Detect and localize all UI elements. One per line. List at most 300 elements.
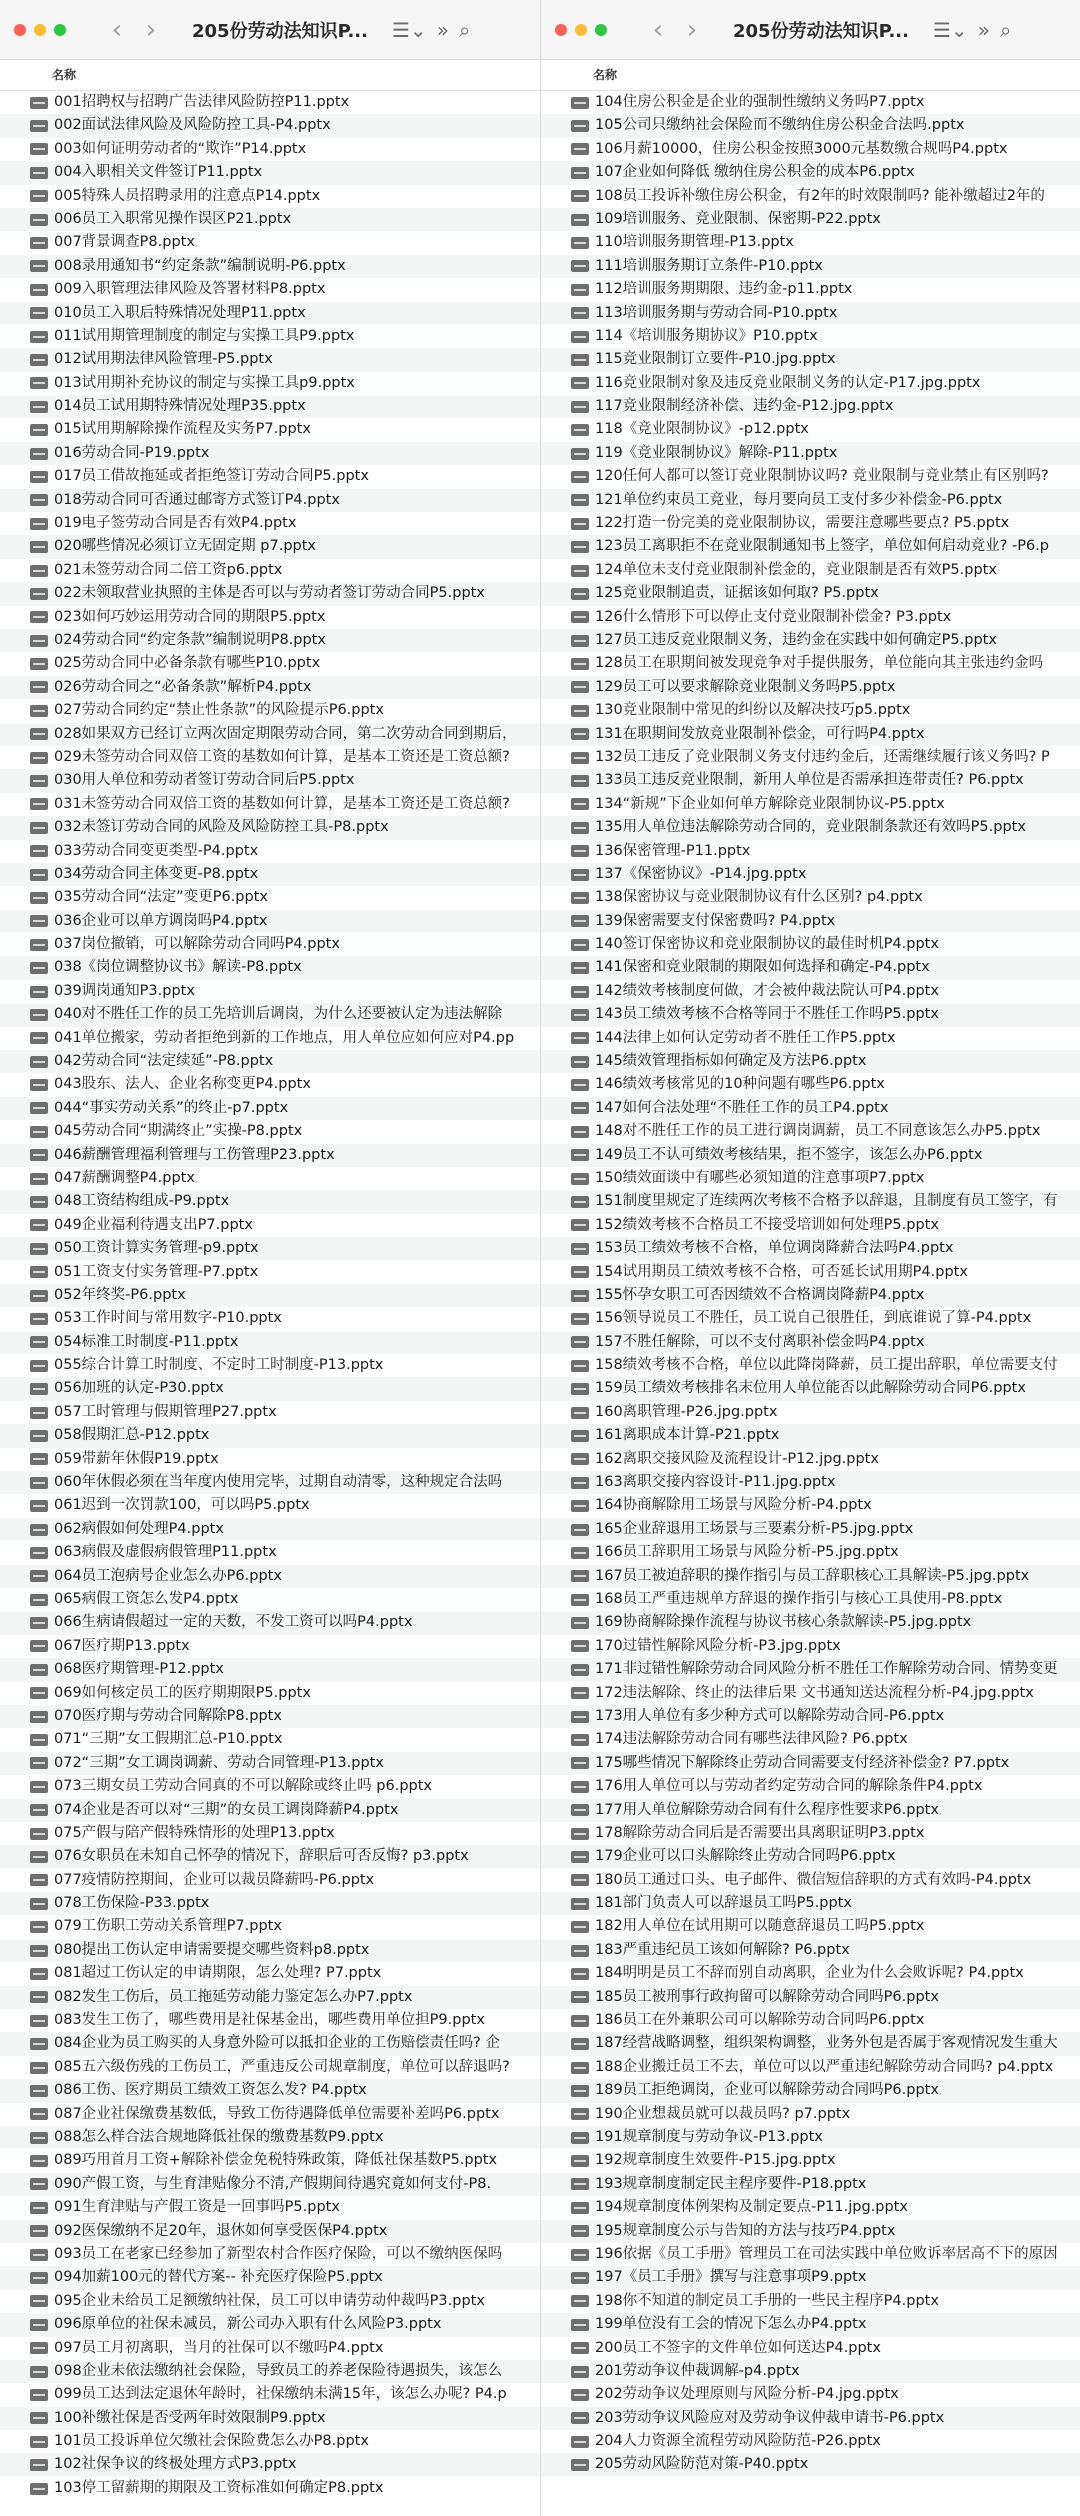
file-row[interactable] (541, 1120, 1080, 1143)
document-file-icon (571, 798, 589, 810)
document-file-icon (571, 120, 589, 132)
file-row[interactable] (541, 2032, 1080, 2055)
file-row[interactable] (0, 1588, 540, 1611)
file-row[interactable] (0, 1845, 540, 1868)
file-row[interactable] (0, 535, 540, 558)
document-file-icon (571, 915, 589, 927)
file-row[interactable] (0, 1401, 540, 1424)
file-row[interactable] (541, 2149, 1080, 2172)
file-row[interactable] (0, 2243, 540, 2266)
file-row[interactable] (541, 1237, 1080, 1260)
file-row[interactable] (541, 2126, 1080, 2149)
file-row[interactable] (0, 2009, 540, 2032)
file-row[interactable] (541, 2243, 1080, 2266)
file-row[interactable] (541, 676, 1080, 699)
file-name: 131在职期间发放竞业限制补偿金，可行吗P4.pptx (595, 725, 925, 742)
file-row[interactable] (0, 1775, 540, 1798)
back-button[interactable]: ‹ (111, 14, 123, 45)
file-row[interactable] (0, 1986, 540, 2009)
document-file-icon (30, 728, 48, 740)
file-row[interactable] (0, 1167, 540, 1190)
file-name: 109培训服务、竞业限制、保密期-P22.pptx (595, 210, 881, 227)
file-row[interactable] (0, 980, 540, 1003)
file-row[interactable] (541, 1214, 1080, 1237)
file-row[interactable] (0, 1050, 540, 1073)
file-row[interactable] (541, 1284, 1080, 1307)
file-row[interactable] (541, 2220, 1080, 2243)
file-row[interactable] (541, 1892, 1080, 1915)
document-file-icon (30, 869, 48, 881)
file-row[interactable] (541, 1962, 1080, 1985)
file-name: 050工资计算实务管理-p9.pptx (54, 1240, 259, 1257)
file-row[interactable] (0, 1869, 540, 1892)
file-row[interactable] (541, 1354, 1080, 1377)
file-row[interactable] (541, 1775, 1080, 1798)
file-row[interactable] (0, 1190, 540, 1213)
file-name: 114《培训服务期协议》P10.pptx (595, 327, 818, 344)
file-row[interactable] (0, 1377, 540, 1400)
minimize-window-button[interactable] (575, 24, 587, 36)
file-row[interactable] (541, 2430, 1080, 2453)
file-name: 064员工泡病号企业怎么办P6.pptx (54, 1567, 282, 1584)
document-file-icon (30, 2319, 48, 2331)
file-row[interactable] (541, 746, 1080, 769)
file-row[interactable] (0, 278, 540, 301)
file-name: 179企业可以口头解除终止劳动合同吗P6.pptx (595, 1848, 896, 1865)
more-toolbar-icon[interactable]: » (436, 17, 449, 42)
file-row[interactable] (541, 2453, 1080, 2476)
file-row[interactable] (541, 1167, 1080, 1190)
file-row[interactable] (0, 1541, 540, 1564)
file-row[interactable] (541, 1658, 1080, 1681)
file-row[interactable] (0, 1728, 540, 1751)
file-row[interactable] (0, 582, 540, 605)
file-row[interactable] (0, 1799, 540, 1822)
file-row[interactable] (0, 512, 540, 535)
file-row[interactable] (0, 2126, 540, 2149)
file-row[interactable] (541, 1494, 1080, 1517)
file-row[interactable] (0, 442, 540, 465)
file-row[interactable] (0, 489, 540, 512)
file-name: 097员工月初离职，当月的社保可以不缴吗P4.pptx (54, 2339, 384, 2356)
document-file-icon (30, 1219, 48, 1231)
document-file-icon (30, 1149, 48, 1161)
file-row[interactable] (0, 325, 540, 348)
file-row[interactable] (0, 699, 540, 722)
file-row[interactable] (0, 1565, 540, 1588)
file-row[interactable] (541, 208, 1080, 231)
file-row[interactable] (541, 1331, 1080, 1354)
file-row[interactable] (541, 1424, 1080, 1447)
zoom-window-button[interactable] (595, 24, 607, 36)
document-file-icon (571, 1453, 589, 1465)
file-row[interactable] (0, 2149, 540, 2172)
file-row[interactable] (541, 2383, 1080, 2406)
document-file-icon (571, 1734, 589, 1746)
file-row[interactable] (0, 2220, 540, 2243)
file-row[interactable] (541, 1541, 1080, 1564)
file-name: 164协商解除用工场景与风险分析-P4.pptx (595, 1497, 872, 1514)
file-row[interactable] (541, 372, 1080, 395)
document-file-icon (30, 2459, 48, 2471)
file-row[interactable] (541, 1565, 1080, 1588)
file-row[interactable] (0, 863, 540, 886)
document-file-icon (571, 1781, 589, 1793)
file-row[interactable] (541, 933, 1080, 956)
file-name: 038《岗位调整协议书》解读-P8.pptx (54, 959, 302, 976)
file-row[interactable] (0, 1682, 540, 1705)
document-file-icon (571, 377, 589, 389)
document-file-icon (30, 471, 48, 483)
file-name: 010员工入职后特殊情况处理P11.pptx (54, 304, 306, 321)
file-name: 057工时管理与假期管理P27.pptx (54, 1403, 277, 1420)
file-row[interactable] (541, 442, 1080, 465)
file-row[interactable] (541, 886, 1080, 909)
file-row[interactable] (0, 2477, 540, 2500)
file-row[interactable] (0, 208, 540, 231)
document-file-icon (571, 2366, 589, 2378)
file-row[interactable] (0, 1611, 540, 1634)
document-file-icon (30, 97, 48, 109)
file-row[interactable] (541, 1261, 1080, 1284)
file-row[interactable] (0, 2290, 540, 2313)
file-row[interactable] (541, 1144, 1080, 1167)
file-row[interactable] (0, 746, 540, 769)
document-file-icon (571, 658, 589, 670)
file-row[interactable] (0, 1494, 540, 1517)
file-row[interactable] (0, 652, 540, 675)
file-name: 047薪酬调整P4.pptx (54, 1169, 195, 1186)
document-file-icon (30, 1664, 48, 1676)
file-row[interactable] (0, 2103, 540, 2126)
document-file-icon (30, 518, 48, 530)
file-row[interactable] (0, 840, 540, 863)
file-row[interactable] (541, 1611, 1080, 1634)
document-file-icon (571, 1009, 589, 1021)
file-row[interactable] (0, 2173, 540, 2196)
file-row[interactable] (541, 2290, 1080, 2313)
file-row[interactable] (541, 1799, 1080, 1822)
file-row[interactable] (0, 138, 540, 161)
file-row[interactable] (0, 793, 540, 816)
file-row[interactable] (0, 348, 540, 371)
file-row[interactable] (541, 1401, 1080, 1424)
file-row[interactable] (0, 910, 540, 933)
file-row[interactable] (541, 652, 1080, 675)
file-row[interactable] (541, 489, 1080, 512)
file-name: 061迟到一次罚款100，可以吗P5.pptx (54, 1497, 310, 1514)
file-row[interactable] (0, 372, 540, 395)
document-file-icon (571, 681, 589, 693)
file-row[interactable] (0, 1284, 540, 1307)
file-row[interactable] (0, 395, 540, 418)
file-name: 203劳动争议风险应对及劳动争议仲裁申请书-P6.pptx (595, 2409, 945, 2426)
file-row[interactable] (0, 1003, 540, 1026)
file-name: 070医疗期与劳动合同解除P8.pptx (54, 1707, 282, 1724)
file-row[interactable] (0, 2266, 540, 2289)
document-file-icon (30, 681, 48, 693)
file-row[interactable] (0, 231, 540, 254)
file-row[interactable] (0, 1073, 540, 1096)
file-row[interactable] (541, 1097, 1080, 1120)
file-row[interactable] (541, 2173, 1080, 2196)
file-row[interactable] (0, 1214, 540, 1237)
document-file-icon (571, 1711, 589, 1723)
file-row[interactable] (0, 1822, 540, 1845)
file-row[interactable] (541, 325, 1080, 348)
document-file-icon (30, 2015, 48, 2027)
file-row[interactable] (0, 185, 540, 208)
file-name: 188企业搬迁员工不去，单位可以以严重违纪解除劳动合同吗? p4.pptx (595, 2058, 1054, 2075)
document-file-icon (30, 1500, 48, 1512)
file-row[interactable] (0, 886, 540, 909)
file-row[interactable] (541, 559, 1080, 582)
file-row[interactable] (541, 1752, 1080, 1775)
file-row[interactable] (0, 723, 540, 746)
file-row[interactable] (541, 161, 1080, 184)
file-name: 001招聘权与招聘广告法律风险防控P11.pptx (54, 94, 350, 110)
file-row[interactable] (541, 2103, 1080, 2126)
file-row[interactable] (541, 1050, 1080, 1073)
file-row[interactable] (541, 2266, 1080, 2289)
file-row[interactable] (541, 185, 1080, 208)
file-row[interactable] (541, 278, 1080, 301)
file-row[interactable] (541, 1448, 1080, 1471)
file-row[interactable] (0, 816, 540, 839)
file-row[interactable] (541, 302, 1080, 325)
file-row[interactable] (0, 956, 540, 979)
file-name: 167员工被迫辞职的操作指引与员工辞职核心工具解读-P5.jpg.pptx (595, 1567, 1030, 1584)
file-row[interactable] (541, 723, 1080, 746)
minimize-window-button[interactable] (34, 24, 46, 36)
file-row[interactable] (541, 956, 1080, 979)
file-row[interactable] (0, 161, 540, 184)
file-row[interactable] (541, 395, 1080, 418)
file-row[interactable] (0, 2360, 540, 2383)
file-row[interactable] (541, 1588, 1080, 1611)
file-name: 076女职员在未知自己怀孕的情况下，辞职后可否反悔? p3.pptx (54, 1848, 469, 1865)
file-row[interactable] (0, 1448, 540, 1471)
document-file-icon (30, 2342, 48, 2354)
file-row[interactable] (0, 933, 540, 956)
file-row[interactable] (541, 606, 1080, 629)
file-row[interactable] (0, 1237, 540, 1260)
file-name: 162离职交接风险及流程设计-P12.jpg.pptx (595, 1450, 879, 1467)
document-file-icon (30, 120, 48, 132)
file-name: 194规章制度体例架构及制定要点-P11.jpg.pptx (595, 2199, 908, 2216)
column-header-name[interactable]: 名称 (541, 60, 1080, 91)
file-row[interactable] (0, 2032, 540, 2055)
file-name: 083发生工伤了，哪些费用是社保基金出，哪些费用单位担P9.pptx (54, 2012, 485, 2029)
document-file-icon (571, 1664, 589, 1676)
document-file-icon (571, 2085, 589, 2097)
file-row[interactable] (0, 2337, 540, 2360)
file-row[interactable] (541, 629, 1080, 652)
forward-button[interactable]: › (686, 14, 698, 45)
file-name: 204人力资源全流程劳动风险防范-P26.pptx (595, 2433, 881, 2450)
list-view-icon[interactable]: ☰⌄ (933, 17, 968, 42)
file-row[interactable] (541, 1822, 1080, 1845)
file-row[interactable] (541, 2079, 1080, 2102)
file-name: 071“三期”女工假期汇总-P10.pptx (54, 1731, 283, 1748)
file-row[interactable] (0, 2430, 540, 2453)
file-row[interactable] (541, 2360, 1080, 2383)
file-row[interactable] (541, 1377, 1080, 1400)
file-row[interactable] (0, 559, 540, 582)
file-row[interactable] (541, 91, 1080, 114)
file-row[interactable] (0, 629, 540, 652)
file-row[interactable] (541, 2009, 1080, 2032)
file-name: 140签订保密协议和竞业限制协议的最佳时机P4.pptx (595, 936, 939, 953)
file-row[interactable] (541, 231, 1080, 254)
list-view-icon[interactable]: ☰⌄ (392, 17, 427, 42)
file-row[interactable] (0, 1471, 540, 1494)
file-row[interactable] (541, 1518, 1080, 1541)
file-row[interactable] (541, 2313, 1080, 2336)
file-row[interactable] (541, 1728, 1080, 1751)
file-row[interactable] (541, 138, 1080, 161)
file-row[interactable] (0, 676, 540, 699)
file-row[interactable] (541, 863, 1080, 886)
file-row[interactable] (0, 1939, 540, 1962)
document-file-icon (571, 1968, 589, 1980)
file-row[interactable] (0, 2383, 540, 2406)
file-row[interactable] (541, 255, 1080, 278)
file-row[interactable] (0, 606, 540, 629)
file-row[interactable] (541, 1635, 1080, 1658)
file-name: 030用人单位和劳动者签订劳动合同后P5.pptx (54, 772, 355, 789)
file-row[interactable] (0, 1354, 540, 1377)
file-row[interactable] (541, 512, 1080, 535)
file-row[interactable] (0, 2453, 540, 2476)
file-name: 126什么情形下可以停止支付竞业限制补偿金? P3.pptx (595, 608, 952, 625)
file-row[interactable] (0, 1915, 540, 1938)
file-row[interactable] (541, 1003, 1080, 1026)
document-file-icon (571, 1173, 589, 1185)
document-file-icon (30, 962, 48, 974)
column-header-name[interactable]: 名称 (0, 60, 540, 91)
file-row[interactable] (0, 2313, 540, 2336)
file-row[interactable] (0, 255, 540, 278)
document-file-icon (571, 1828, 589, 1840)
document-file-icon (571, 1921, 589, 1933)
file-row[interactable] (0, 1331, 540, 1354)
search-icon[interactable]: ⌕ (458, 17, 471, 42)
file-row[interactable] (0, 1892, 540, 1915)
file-row[interactable] (0, 418, 540, 441)
file-row[interactable] (541, 2337, 1080, 2360)
file-row[interactable] (541, 1845, 1080, 1868)
document-file-icon (571, 471, 589, 483)
search-icon[interactable]: ⌕ (999, 17, 1012, 42)
more-toolbar-icon[interactable]: » (977, 17, 990, 42)
file-row[interactable] (541, 1682, 1080, 1705)
file-row[interactable] (0, 91, 540, 114)
file-row[interactable] (0, 1424, 540, 1447)
file-row[interactable] (541, 699, 1080, 722)
file-row[interactable] (0, 2056, 540, 2079)
file-row[interactable] (0, 1027, 540, 1050)
file-row[interactable] (0, 1261, 540, 1284)
document-file-icon (571, 237, 589, 249)
file-row[interactable] (541, 910, 1080, 933)
document-file-icon (30, 705, 48, 717)
file-row[interactable] (541, 114, 1080, 137)
file-row[interactable] (541, 2056, 1080, 2079)
file-row[interactable] (541, 1869, 1080, 1892)
file-row[interactable] (0, 1144, 540, 1167)
document-file-icon (571, 1594, 589, 1606)
file-row[interactable] (0, 1962, 540, 1985)
file-row[interactable] (541, 582, 1080, 605)
file-row[interactable] (541, 1915, 1080, 1938)
file-row[interactable] (0, 1518, 540, 1541)
document-file-icon (30, 1874, 48, 1886)
file-row[interactable] (541, 1027, 1080, 1050)
document-file-icon (30, 541, 48, 553)
file-row[interactable] (541, 1986, 1080, 2009)
file-name: 085五六级伤残的工伤员工，严重违反公司规章制度，单位可以辞退吗? (54, 2058, 510, 2075)
file-row[interactable] (0, 1097, 540, 1120)
file-row[interactable] (541, 816, 1080, 839)
file-name: 032未签订劳动合同的风险及风险防控工具-P8.pptx (54, 819, 389, 836)
file-row[interactable] (0, 1752, 540, 1775)
file-row[interactable] (541, 2407, 1080, 2430)
document-file-icon (30, 2178, 48, 2190)
file-row[interactable] (541, 1471, 1080, 1494)
file-row[interactable] (0, 302, 540, 325)
document-file-icon (571, 822, 589, 834)
file-row[interactable] (541, 980, 1080, 1003)
file-row[interactable] (541, 1939, 1080, 1962)
file-row[interactable] (541, 1190, 1080, 1213)
document-file-icon (571, 1851, 589, 1863)
file-row[interactable] (541, 793, 1080, 816)
file-row[interactable] (0, 1705, 540, 1728)
file-name: 025劳动合同中必备条款有哪些P10.pptx (54, 655, 321, 672)
file-row[interactable] (541, 769, 1080, 792)
file-row[interactable] (541, 1705, 1080, 1728)
forward-button[interactable]: › (145, 14, 157, 45)
document-file-icon (571, 1524, 589, 1536)
file-name: 197《员工手册》撰写与注意事项P9.pptx (595, 2269, 867, 2286)
file-row[interactable] (541, 1073, 1080, 1096)
file-name: 003如何证明劳动者的“欺诈”P14.pptx (54, 140, 307, 157)
file-row[interactable] (541, 2196, 1080, 2219)
file-row[interactable] (0, 1120, 540, 1143)
file-row[interactable] (0, 2407, 540, 2430)
file-row[interactable] (541, 840, 1080, 863)
file-row[interactable] (0, 769, 540, 792)
file-row[interactable] (0, 1307, 540, 1330)
back-button[interactable]: ‹ (652, 14, 664, 45)
file-row[interactable] (0, 2079, 540, 2102)
file-row[interactable] (541, 418, 1080, 441)
file-row[interactable] (541, 1307, 1080, 1330)
file-row[interactable] (0, 1635, 540, 1658)
file-row[interactable] (0, 114, 540, 137)
file-name: 093员工在老家已经参加了新型农村合作医疗保险，可以不缴纳医保吗 (54, 2245, 503, 2262)
close-window-button[interactable] (555, 24, 567, 36)
close-window-button[interactable] (14, 24, 26, 36)
file-row[interactable] (0, 2196, 540, 2219)
file-row[interactable] (0, 465, 540, 488)
file-row[interactable] (541, 348, 1080, 371)
file-row[interactable] (0, 1658, 540, 1681)
zoom-window-button[interactable] (54, 24, 66, 36)
file-row[interactable] (541, 535, 1080, 558)
file-row[interactable] (541, 465, 1080, 488)
